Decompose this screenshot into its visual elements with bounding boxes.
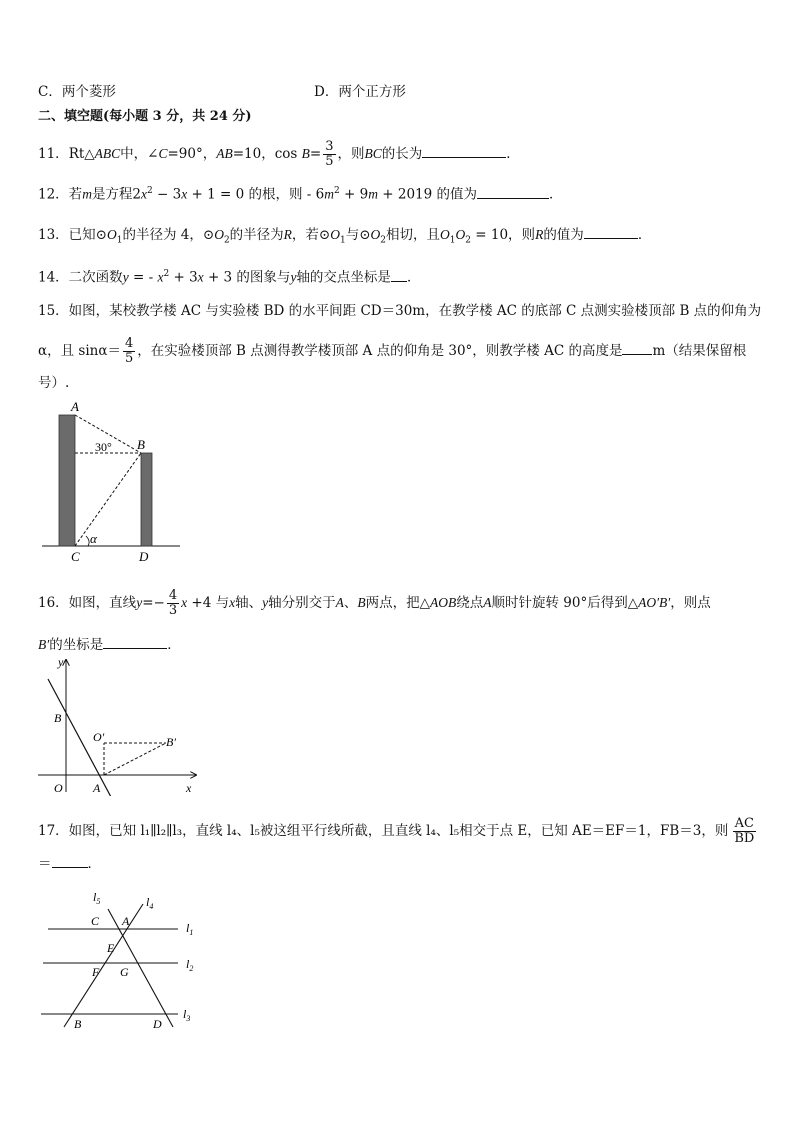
- question-17-line-1: 17．如图，已知 l₁∥l₂∥l₃，直线 l₄、l₅被这组平行线所截，且直线 l₄、l₅相交于点 E，已知 AE＝EF＝1，FB＝3，则 $\frac{AC}{BD}$: [38, 816, 755, 846]
- question-11: 11．Rt△ABC中，∠C=90°，AB=10，cos B= $\frac{3}{5}$ ，则BC的长为 ．: [38, 139, 520, 169]
- label-a: A: [122, 914, 130, 928]
- label-b-prime: B′: [166, 735, 176, 749]
- label-f: F: [92, 965, 100, 979]
- building-ac: [59, 415, 75, 546]
- fraction: $\frac{4}{5}$: [124, 336, 134, 366]
- fraction: $\frac{AC}{BD}$: [734, 816, 755, 846]
- label-a: A: [93, 781, 101, 795]
- line-l5: [64, 904, 143, 1027]
- label-c: C: [91, 914, 100, 928]
- label-l1: $l_1$: [186, 921, 194, 937]
- fraction: $\frac{4}{3}$: [168, 588, 178, 618]
- question-15-line-3: 号）.: [38, 375, 70, 391]
- question-13: 13．已知$⊙O_1$的半径为 4，$⊙O_2$的半径为R，若$⊙O_1$与$⊙O_2$相切，且$O_1O_2 = 10$，则R的值为 ．: [38, 224, 651, 250]
- label-b: B: [74, 1017, 82, 1031]
- label-b: B: [137, 437, 145, 452]
- line-l4: [108, 909, 173, 1027]
- coordinate-rotation-figure: [38, 654, 203, 796]
- fraction: $\frac{3}{5}$: [325, 139, 334, 169]
- label-d: D: [153, 1017, 162, 1031]
- label-g: G: [120, 965, 129, 979]
- label-30-degrees: 30°: [95, 440, 112, 454]
- label-b: B: [54, 711, 62, 725]
- label-l5: $l_5$: [93, 890, 101, 906]
- question-14: 14．二次函数y = - $x^2 + 3x + 3$ 的图象与y轴的交点坐标是 ．: [38, 265, 420, 287]
- question-12: 12．若m是方程$2x^2 - 3x + 1 = 0$ 的根，则 - $6m^2 + 9m + 2019$ 的值为 ．: [38, 182, 563, 204]
- building-elevation-figure: [38, 398, 188, 566]
- option-c: C．两个菱形: [38, 84, 116, 100]
- section-title: 二、填空题(每小题 3 分，共 24 分): [38, 109, 252, 124]
- label-c: C: [71, 549, 80, 564]
- answer-blank: [391, 267, 407, 282]
- answer-blank: [422, 143, 506, 158]
- label-l3: $l_3$: [183, 1007, 191, 1023]
- label-d: D: [139, 549, 149, 564]
- answer-blank: [52, 853, 88, 868]
- label-a: A: [71, 399, 79, 414]
- option-d: D．两个正方形: [314, 84, 406, 100]
- question-15-line-2: α，且 sinα＝ $\frac{4}{5}$ ，在实验楼顶部 B 点测得教学楼顶部 A 点的仰角是 30°，则教学楼 AC 的高度是 m（结果保留根: [38, 336, 747, 366]
- question-17-line-2: ＝ ．: [38, 853, 101, 873]
- label-y: y: [58, 655, 64, 669]
- question-16-line-2: B′的坐标是 ．: [38, 634, 181, 654]
- label-alpha: α: [90, 531, 97, 546]
- sight-line-cb: [75, 453, 141, 546]
- question-15-line-1: 15．如图，某校教学楼 AC 与实验楼 BD 的水平间距 CD＝30m，在教学楼 AC 的底部 C 点测实验楼顶部 B 点的仰角为: [38, 303, 762, 319]
- label-l2: $l_2$: [186, 957, 194, 973]
- label-l4: $l_4$: [146, 895, 154, 911]
- answer-blank: [622, 340, 652, 355]
- answer-blank: [584, 224, 638, 239]
- label-e: E: [107, 941, 115, 955]
- answer-blank: [477, 184, 549, 199]
- question-16-line-1: 16．如图，直线y=− $\frac{4}{3}$ x +4 与x轴、y轴分别交于A、B两点，把△AOB绕点A顺时针旋转 90°后得到△AO′B′，则点: [38, 588, 711, 618]
- building-bd: [141, 453, 152, 546]
- parallel-lines-figure: [38, 882, 208, 1032]
- segment-ab-prime: [104, 743, 166, 775]
- label-o-prime: O′: [93, 730, 105, 744]
- alpha-arc: [86, 536, 89, 546]
- label-o: O: [54, 781, 63, 795]
- answer-blank: [103, 634, 167, 649]
- label-x: x: [186, 781, 192, 795]
